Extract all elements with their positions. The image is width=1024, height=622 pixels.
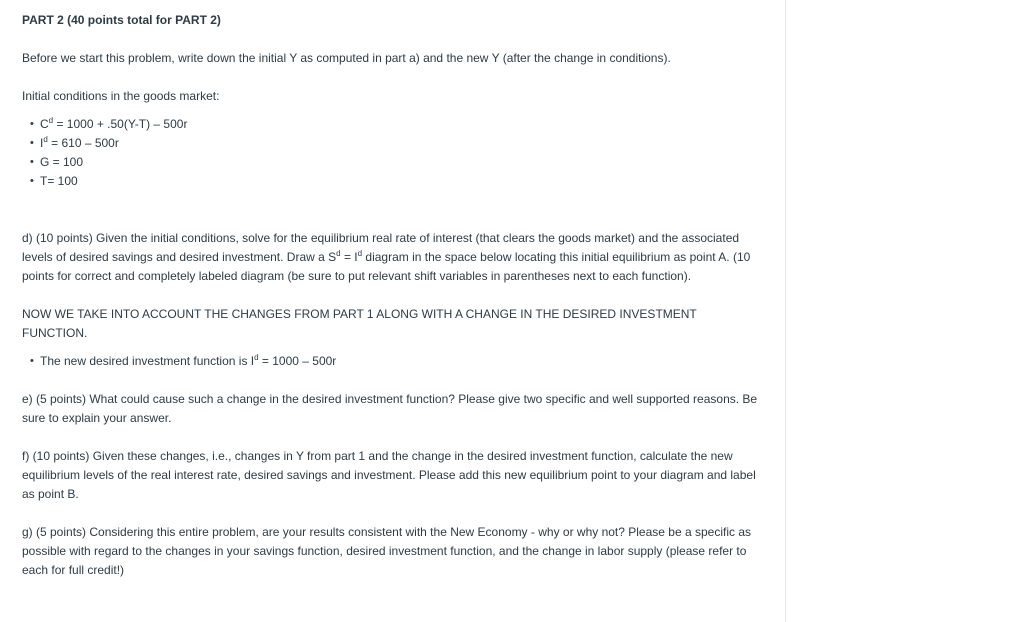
part-heading: PART 2 (40 points total for PART 2) — [22, 13, 221, 27]
part-e-text: e) (5 points) What could cause such a change in the desired investment function? Please give two specific and well supported reasons. Be sure to explain your answer. — [22, 392, 758, 425]
part-d-text: d) (10 points) Given the initial conditions, solve for the equilibrium real rate of interest (that clears the goods market) and the associated levels of desired savings and desired investment. Draw a $S^d = I^d$ diagram in the space below locating this initial equilibrium as point A. (10 points for correct and completely labeled diagram (be sure to put relevant shift variables in parentheses next to each function). — [22, 231, 751, 283]
part-g-text: g) (5 points) Considering this entire problem, are your results consistent with the New Economy - why or why not? Please be a specific as possible with regard to the changes in your savings function, desired investment function, and the change in labor supply (please refer to each for full credit!) — [22, 525, 751, 577]
new-investment-function: • The new desired investment function is $I^d = 1000 - 500r$ — [40, 352, 765, 371]
changes-heading: NOW WE TAKE INTO ACCOUNT THE CHANGES FROM PART 1 ALONG WITH A CHANGE IN THE DESIRED INVESTMENT FUNCTION. — [22, 307, 697, 340]
conditions-list — [22, 115, 765, 191]
part-f-text: f) (10 points) Given these changes, i.e., changes in Y from part 1 and the change in the desired investment function, calculate the new equilibrium levels of the real interest rate, desired savings and investment. Please add this new equilibrium point to your diagram and label as point B. — [22, 449, 756, 501]
new-function-list — [22, 352, 765, 371]
condition-taxes: • T= 100 — [40, 172, 765, 191]
condition-consumption: • $C^d = 1000 + .50(Y-T) - 500r$ — [40, 115, 765, 134]
condition-government: • G = 100 — [40, 153, 765, 172]
intro-text: Before we start this problem, write down the initial Y as computed in part a) and the new Y (after the change in conditions). — [22, 51, 671, 65]
initial-conditions-label: Initial conditions in the goods market: — [22, 89, 220, 103]
condition-investment: • $I^d = 610 - 500r$ — [40, 134, 765, 153]
